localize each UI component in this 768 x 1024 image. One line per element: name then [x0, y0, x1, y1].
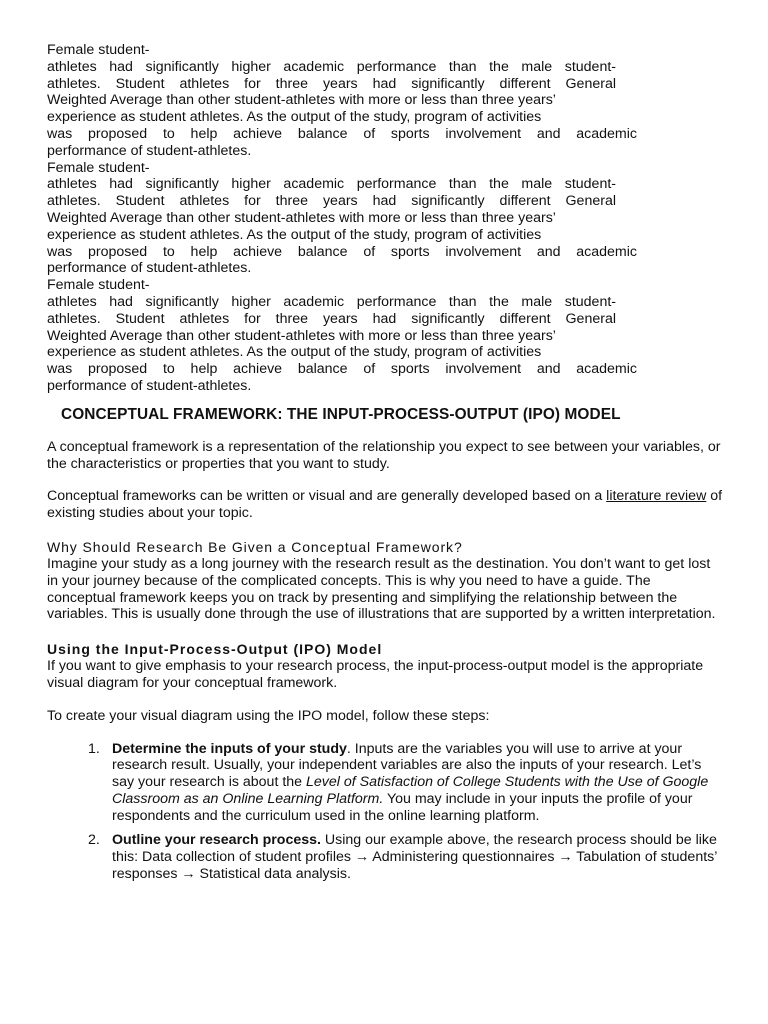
abstract-line: was proposed to help achieve balance of sports involvement and academic	[47, 243, 637, 260]
document-page	[47, 42, 723, 891]
abstract-block-2	[47, 160, 723, 278]
abstract-line: experience as student athletes. As the output of the study, program of activities	[47, 226, 542, 243]
paragraph-text: of existing studies about your topic.	[47, 488, 723, 522]
abstract-line: experience as student athletes. As the output of the study, program of activities	[47, 109, 542, 126]
steps-list	[47, 741, 723, 883]
step-text: . Inputs are the variables you will use to arrive at your research result. Usually, your independent variables are also the inputs of your research. Let’s say your research is about the	[112, 740, 702, 791]
abstract-line: was proposed to help achieve balance of sports involvement and academic	[47, 125, 637, 142]
subheading-ipo: Using the Input-Process-Output (IPO) Model	[47, 641, 383, 658]
paragraph-emphasis: If you want to give emphasis to your research process, the input-process-output model is the appropriate visual diagram for your conceptual framework.	[47, 658, 704, 691]
abstract-line: athletes had significantly higher academic performance than the male student-	[47, 58, 616, 75]
step-heading: Outline your research process.	[112, 832, 321, 849]
step-heading: Determine the inputs of your study	[112, 740, 347, 757]
abstract-line: performance of student-athletes.	[47, 377, 252, 394]
section-title: CONCEPTUAL FRAMEWORK: THE INPUT-PROCESS-OUTPUT (IPO) MODEL	[61, 405, 621, 423]
subheading-why: Why Should Research Be Given a Conceptual Framework?	[47, 538, 463, 555]
step-item	[47, 832, 723, 882]
abstract-line: performance of student-athletes.	[47, 142, 252, 159]
step-text: Using our example above, the research process should be like this: Data collection of student profiles → Administering questionnaires → Tabulation of students’ responses → Statistical data analysis.	[112, 832, 717, 883]
abstract-line: was proposed to help achieve balance of sports involvement and academic	[47, 361, 637, 378]
paragraph-frameworks	[47, 488, 723, 522]
step-item	[47, 741, 723, 825]
paragraph-text: Conceptual frameworks can be written or visual and are generally developed based on a	[47, 488, 607, 505]
abstract-line: Female student-	[47, 277, 150, 294]
abstract-block-3	[47, 277, 723, 395]
step-italic: Level of Satisfaction of College Students with the Use of Google Classroom as an Online Learning Platform.	[112, 774, 709, 807]
step-text: You may include in your inputs the profile of your respondents and the curriculum used in the online learning platform.	[112, 790, 693, 824]
abstract-line: athletes had significantly higher academic performance than the male student-	[47, 176, 616, 193]
literature-review-link[interactable]: literature review	[606, 488, 707, 505]
step-number: 2.	[88, 832, 100, 849]
abstract-line: athletes. Student athletes for three years had significantly different General	[47, 75, 616, 92]
abstract-line: Weighted Average than other student-athletes with more or less than three years’	[47, 209, 556, 226]
abstract-line: athletes. Student athletes for three years had significantly different General	[47, 193, 616, 210]
abstract-block-1	[47, 42, 723, 160]
abstract-line: athletes. Student athletes for three years had significantly different General	[47, 310, 616, 327]
paragraph-journey: Imagine your study as a long journey with the research result as the destination. You don’t want to get lost in your journey because of the complicated concepts. This is why you need to have a guide. The conceptual framework keeps you on track by presenting and simplifying the relationship between the variables. This is usually done through the use of illustrations that are supported by a written interpretation.	[47, 555, 716, 623]
abstract-line: Weighted Average than other student-athletes with more or less than three years’	[47, 327, 556, 344]
abstract-line: experience as student athletes. As the output of the study, program of activities	[47, 344, 542, 361]
paragraph-steps-intro: To create your visual diagram using the IPO model, follow these steps:	[47, 707, 490, 724]
abstract-line: athletes had significantly higher academic performance than the male student-	[47, 293, 616, 310]
abstract-line: performance of student-athletes.	[47, 260, 252, 277]
paragraph-definition: A conceptual framework is a representation of the relationship you expect to see between your variables, or the characteristics or properties that you want to study.	[47, 438, 721, 472]
abstract-line: Female student-	[47, 42, 150, 58]
abstract-line: Female student-	[47, 159, 150, 176]
step-number: 1.	[88, 740, 100, 757]
abstract-line: Weighted Average than other student-athletes with more or less than three years’	[47, 92, 556, 109]
